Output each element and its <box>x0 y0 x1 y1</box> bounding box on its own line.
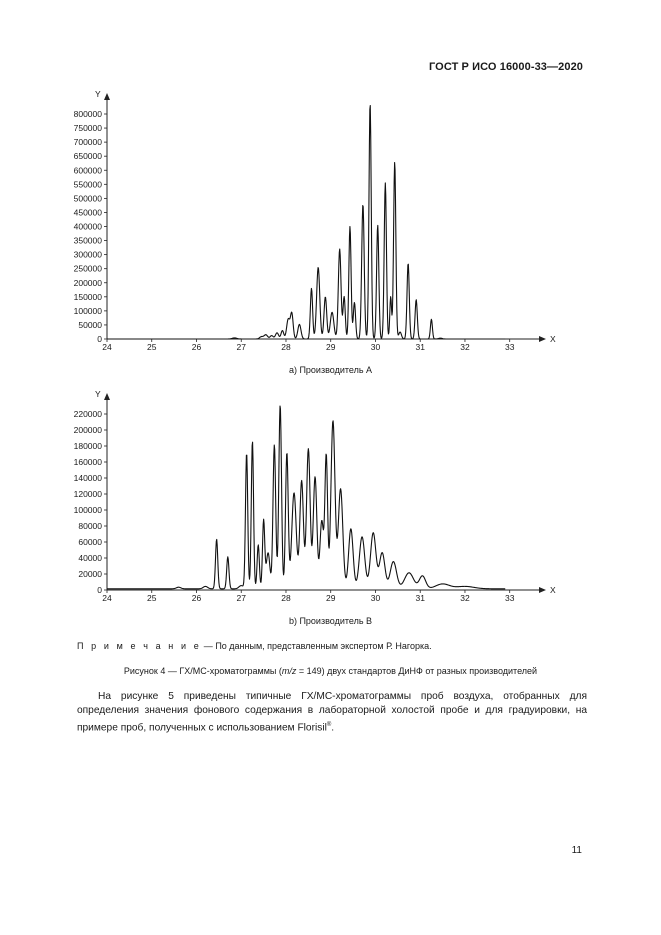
figure-caption <box>0 666 661 676</box>
chart-a-x-tick-label: 29 <box>325 342 336 352</box>
chart-a-x-arrow-icon <box>539 336 546 342</box>
registered-mark: ® <box>326 722 332 728</box>
chart-b-y-tick-label: 60000 <box>78 537 102 547</box>
chart-a-x-label: X <box>550 334 556 344</box>
chart-b-x-label: X <box>550 585 556 595</box>
chart-b-y-arrow-icon <box>104 393 110 400</box>
chart-a-x-tick-label: 27 <box>236 342 246 352</box>
chart-a-y-tick-label: 350000 <box>73 235 102 246</box>
figure-caption-mz: m/z <box>281 666 297 676</box>
chart-b-x-tick-label: 29 <box>325 593 336 603</box>
chart-a-y-tick-label: 450000 <box>73 207 102 218</box>
paragraph-end: . <box>331 722 335 734</box>
chart-b-x-tick-label: 26 <box>191 593 202 603</box>
chart-b-x-tick-label: 33 <box>504 593 515 603</box>
chart-a-x-tick-label: 25 <box>147 342 157 352</box>
chromatogram-b-caption: b) Производитель B <box>288 616 373 626</box>
chart-b-y-tick-label: 100000 <box>73 505 102 515</box>
chart-b-y-tick-label: 180000 <box>73 441 102 451</box>
chart-b-y-tick-label: 160000 <box>73 457 102 467</box>
chart-a-y-tick-label: 650000 <box>73 151 102 162</box>
chart-a-y-tick-label: 200000 <box>73 277 102 288</box>
chart-b-x-tick-label: 30 <box>370 593 381 603</box>
chart-a-y-tick-label: 500000 <box>73 193 102 204</box>
chart-a-x-tick-label: 32 <box>460 342 470 352</box>
page-number: 11 <box>571 845 582 856</box>
chart-a-y-tick-label: 750000 <box>73 123 102 134</box>
chromatogram-a <box>0 88 661 358</box>
chart-a-x-tick-label: 28 <box>281 342 291 352</box>
chromatogram-a-caption: a) Производитель A <box>288 365 373 375</box>
standard-header: ГОСТ Р ИСО 16000-33—2020 <box>428 61 583 73</box>
chart-b-y-tick-label: 80000 <box>78 521 102 531</box>
chart-a-y-tick-label: 150000 <box>73 291 102 302</box>
chart-a-y-tick-label: 550000 <box>73 179 102 190</box>
chart-b-x-tick-label: 25 <box>147 593 157 603</box>
chart-b-y-tick-label: 140000 <box>73 473 102 483</box>
chart-a-x-tick-label: 24 <box>102 342 112 352</box>
chart-b-y-tick-label: 20000 <box>78 569 102 579</box>
chart-a-x-tick-label: 26 <box>191 342 202 352</box>
body-paragraph <box>77 690 587 735</box>
chart-a-y-tick-label: 700000 <box>73 137 102 148</box>
chart-b-x-tick-label: 31 <box>415 593 425 603</box>
chromatogram-b-svg <box>0 388 661 608</box>
chart-a-y-arrow-icon <box>104 93 110 100</box>
chart-b-signal-trace <box>107 406 505 589</box>
chart-b-y-tick-label: 40000 <box>78 553 102 563</box>
chart-a-signal-trace <box>107 106 505 339</box>
chart-a-y-tick-label: 600000 <box>73 165 102 176</box>
chart-b-x-tick-label: 28 <box>281 593 291 603</box>
chart-a-y-label: Y <box>95 89 101 99</box>
chart-a-y-tick-label: 50000 <box>78 319 102 330</box>
note-dash: — <box>201 641 216 651</box>
chart-b-x-tick-label: 24 <box>102 593 112 603</box>
chart-a-y-tick-label: 0 <box>97 334 102 344</box>
chart-b-x-tick-label: 32 <box>460 593 470 603</box>
chart-b-x-tick-label: 27 <box>236 593 246 603</box>
chart-a-y-tick-label: 100000 <box>73 305 102 316</box>
chart-a-x-tick-label: 30 <box>370 342 381 352</box>
chromatogram-b <box>0 388 661 608</box>
chart-b-y-tick-label: 220000 <box>73 409 102 419</box>
figure-caption-end: = 149) двух стандартов ДиНФ от разных производителей <box>296 666 538 676</box>
chart-a-y-tick-label: 250000 <box>73 263 102 274</box>
chart-a-x-tick-label: 31 <box>415 342 425 352</box>
note-text: По данным, представленным экспертом Р. Нагорка. <box>215 641 432 651</box>
chart-b-y-tick-label: 200000 <box>73 425 102 435</box>
chart-a-y-tick-label: 400000 <box>73 221 102 232</box>
chart-b-x-arrow-icon <box>539 587 546 593</box>
chromatogram-a-svg <box>0 88 661 358</box>
chart-b-y-tick-label: 0 <box>97 585 102 595</box>
figure-caption-start: Рисунок 4 — ГХ/МС-хроматограммы ( <box>123 666 282 676</box>
note-label: П р и м е ч а н и е <box>77 641 202 651</box>
chart-b-y-label: Y <box>95 389 101 399</box>
chart-a-x-tick-label: 33 <box>504 342 515 352</box>
figure-note <box>77 641 432 651</box>
chart-b-y-tick-label: 120000 <box>73 489 102 499</box>
paragraph-text: На рисунке 5 приведены типичные ГХ/МС-хроматограммы проб воздуха, отобранных для определения значения фонового содержания в лабораторной холостой пробе и для градуировки, на примере проб, полученных с использованием Florisil <box>77 691 587 734</box>
chart-a-y-tick-label: 300000 <box>73 249 102 260</box>
chart-a-y-tick-label: 800000 <box>73 109 102 119</box>
